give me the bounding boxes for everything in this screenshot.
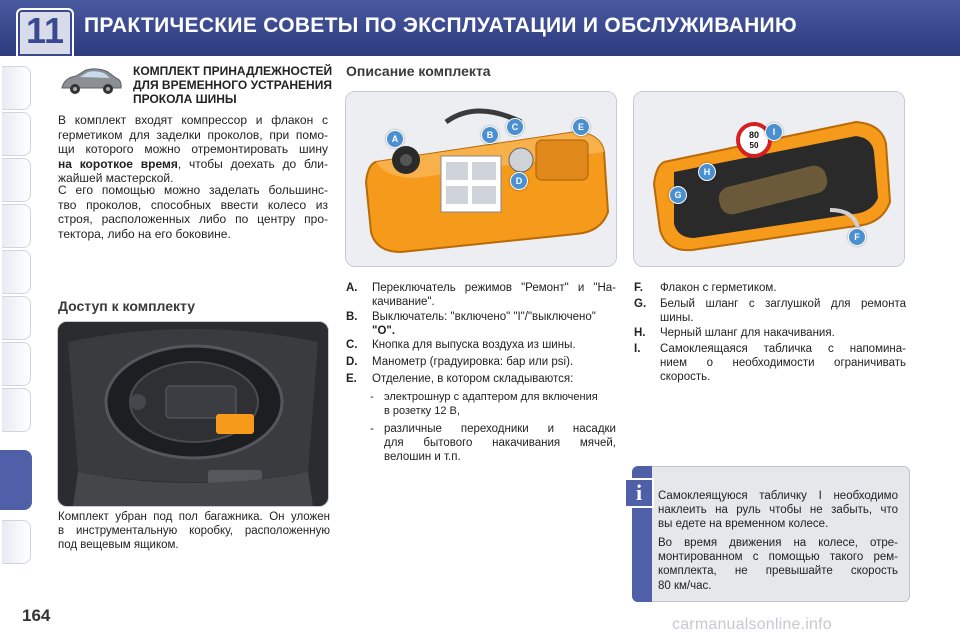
page-title: ПРАКТИЧЕСКИЕ СОВЕТЫ ПО ЭКСПЛУАТАЦИИ И ОБСЛУЖИВАНИЮ <box>84 14 797 37</box>
side-tab[interactable] <box>2 66 31 110</box>
info-line: наклеить на руль чтобы не забыть, что <box>658 504 898 517</box>
info-line: комплекта, не превышайте скорость <box>658 565 898 578</box>
section-title-line: КОМПЛЕКТ ПРИНАДЛЕЖНОСТЕЙ <box>133 64 333 78</box>
kit-description-heading: Описание комплекта <box>346 63 491 79</box>
side-tab[interactable] <box>2 520 31 564</box>
callout-a: A <box>386 130 404 148</box>
text-line: тво проколов, способных ввести колесо из <box>58 197 328 212</box>
callout-g: G <box>669 186 687 204</box>
item-text: Флакон с герметиком. <box>660 282 777 294</box>
sub-item-dash: - <box>370 391 374 403</box>
info-line: 80 км/час. <box>658 579 712 592</box>
side-tab[interactable] <box>2 204 31 248</box>
info-line: Самоклеящуюся табличку I необходимо <box>658 490 898 502</box>
side-tab[interactable] <box>2 158 31 202</box>
text-line: щи которого можно отремонтировать шину <box>58 142 328 157</box>
kit-item-h <box>634 326 906 340</box>
text-line: строя, расположенных либо по центру про- <box>58 212 328 227</box>
section-title-line: ПРОКОЛА ШИНЫ <box>133 92 237 106</box>
callout-h: H <box>698 163 716 181</box>
callout-e: E <box>572 118 590 136</box>
item-text: скорость. <box>660 371 711 383</box>
bold-phrase: на короткое время <box>58 156 178 171</box>
side-tab[interactable] <box>2 296 31 340</box>
kit-item-e <box>346 372 616 386</box>
item-text: Самоклеящаяся табличка с напомина- <box>660 343 906 355</box>
compressor-drawing <box>346 92 616 266</box>
item-text: шины. <box>660 312 694 324</box>
item-text: Переключатель режимов "Ремонт" и "На- <box>372 282 616 294</box>
callout-i: I <box>765 123 783 141</box>
text-line: Комплект убран под пол багажника. Он уложен <box>58 511 330 523</box>
sub-item-text: велошин и т.п. <box>384 451 461 463</box>
item-key: F. <box>634 282 643 294</box>
info-icon: i <box>624 478 654 508</box>
kit-item-g <box>634 297 906 325</box>
page-number: 164 <box>22 606 51 625</box>
item-text: нием о необходимости ограничивать <box>660 357 906 369</box>
speed-sign-text: 80 <box>748 130 760 140</box>
item-key: A. <box>346 282 358 294</box>
intro-paragraph <box>58 113 328 186</box>
sub-item-text: в розетку 12 В, <box>384 404 460 417</box>
text-line: жайшей мастерской. <box>58 171 174 186</box>
item-text: Отделение, в котором складываются: <box>372 373 574 385</box>
kit-illustration-closed <box>633 91 905 267</box>
item-key: I. <box>634 343 641 355</box>
section-title-line: ДЛЯ ВРЕМЕННОГО УСТРАНЕНИЯ <box>133 78 332 92</box>
trunk-illustration <box>57 321 329 507</box>
section-title-kit <box>133 64 333 106</box>
item-key: C. <box>346 339 358 351</box>
car-icon <box>58 64 124 98</box>
callout-c: C <box>506 118 524 136</box>
sub-item-text: различные переходники и насадки <box>384 423 616 435</box>
chapter-number: 11 <box>25 10 65 51</box>
item-key: H. <box>634 327 646 339</box>
second-paragraph <box>58 183 328 241</box>
watermark: carmanualsonline.info <box>672 616 832 633</box>
kit-illustration-open <box>345 91 617 267</box>
info-paragraph-2 <box>658 536 898 593</box>
side-tab[interactable] <box>2 250 31 294</box>
kit-item-c <box>346 338 616 352</box>
item-text: Манометр (градуировка: бар или psi). <box>372 356 574 368</box>
callout-b: B <box>481 126 499 144</box>
kit-item-i <box>634 342 906 384</box>
text-line: в инструментальную коробку, расположенную <box>58 525 330 537</box>
text-line: герметиком для заделки проколов, при помо- <box>58 127 328 142</box>
info-line: вы едете на временном колесе. <box>658 518 829 531</box>
callout-d: D <box>510 172 528 190</box>
kit-item-f <box>634 281 906 295</box>
side-tab[interactable] <box>2 112 31 156</box>
access-caption <box>58 510 330 552</box>
item-text: Белый шланг с заглушкой для ремонта <box>660 298 906 310</box>
callout-f: F <box>848 228 866 246</box>
access-heading: Доступ к комплекту <box>58 298 196 314</box>
info-line: Во время движения на колесе, отре- <box>658 537 898 549</box>
side-tab[interactable] <box>2 388 31 432</box>
info-line: монтированном с помощью такого рем- <box>658 551 898 564</box>
side-tab[interactable] <box>2 342 31 386</box>
item-key: G. <box>634 298 647 310</box>
sub-item-dash: - <box>370 423 374 435</box>
info-paragraph-1 <box>658 489 898 532</box>
side-tab-active[interactable] <box>0 450 32 510</box>
sub-item-text: электрошнур с адаптером для включения <box>384 391 598 403</box>
sub-item-text: для бытового накачивания мячей, <box>384 437 616 449</box>
item-text: Выключатель: "включено" "I"/"выключено" <box>372 311 596 323</box>
text-line: под вещевым ящиком. <box>58 539 179 551</box>
item-text: Кнопка для выпуска воздуха из шины. <box>372 339 576 351</box>
item-key: E. <box>346 373 357 385</box>
item-text: Черный шланг для накачивания. <box>660 327 835 339</box>
text-line: тектора, либо на его боковине. <box>58 226 231 241</box>
trunk-drawing <box>58 322 328 506</box>
item-key: D. <box>346 356 358 368</box>
item-key: B. <box>346 311 358 323</box>
item-text: качивание". <box>372 296 435 308</box>
kit-item-b <box>346 310 616 338</box>
text-fragment: , чтобы доехать до бли- <box>177 156 328 171</box>
kit-item-a <box>346 281 616 309</box>
speed-sign-text: 50 <box>749 141 759 150</box>
text-line: В комплект входят компрессор и флакон с <box>58 113 328 127</box>
item-text: "O". <box>372 325 396 337</box>
text-line: С его помощью можно заделать большинс- <box>58 183 328 197</box>
kit-item-d <box>346 355 616 369</box>
